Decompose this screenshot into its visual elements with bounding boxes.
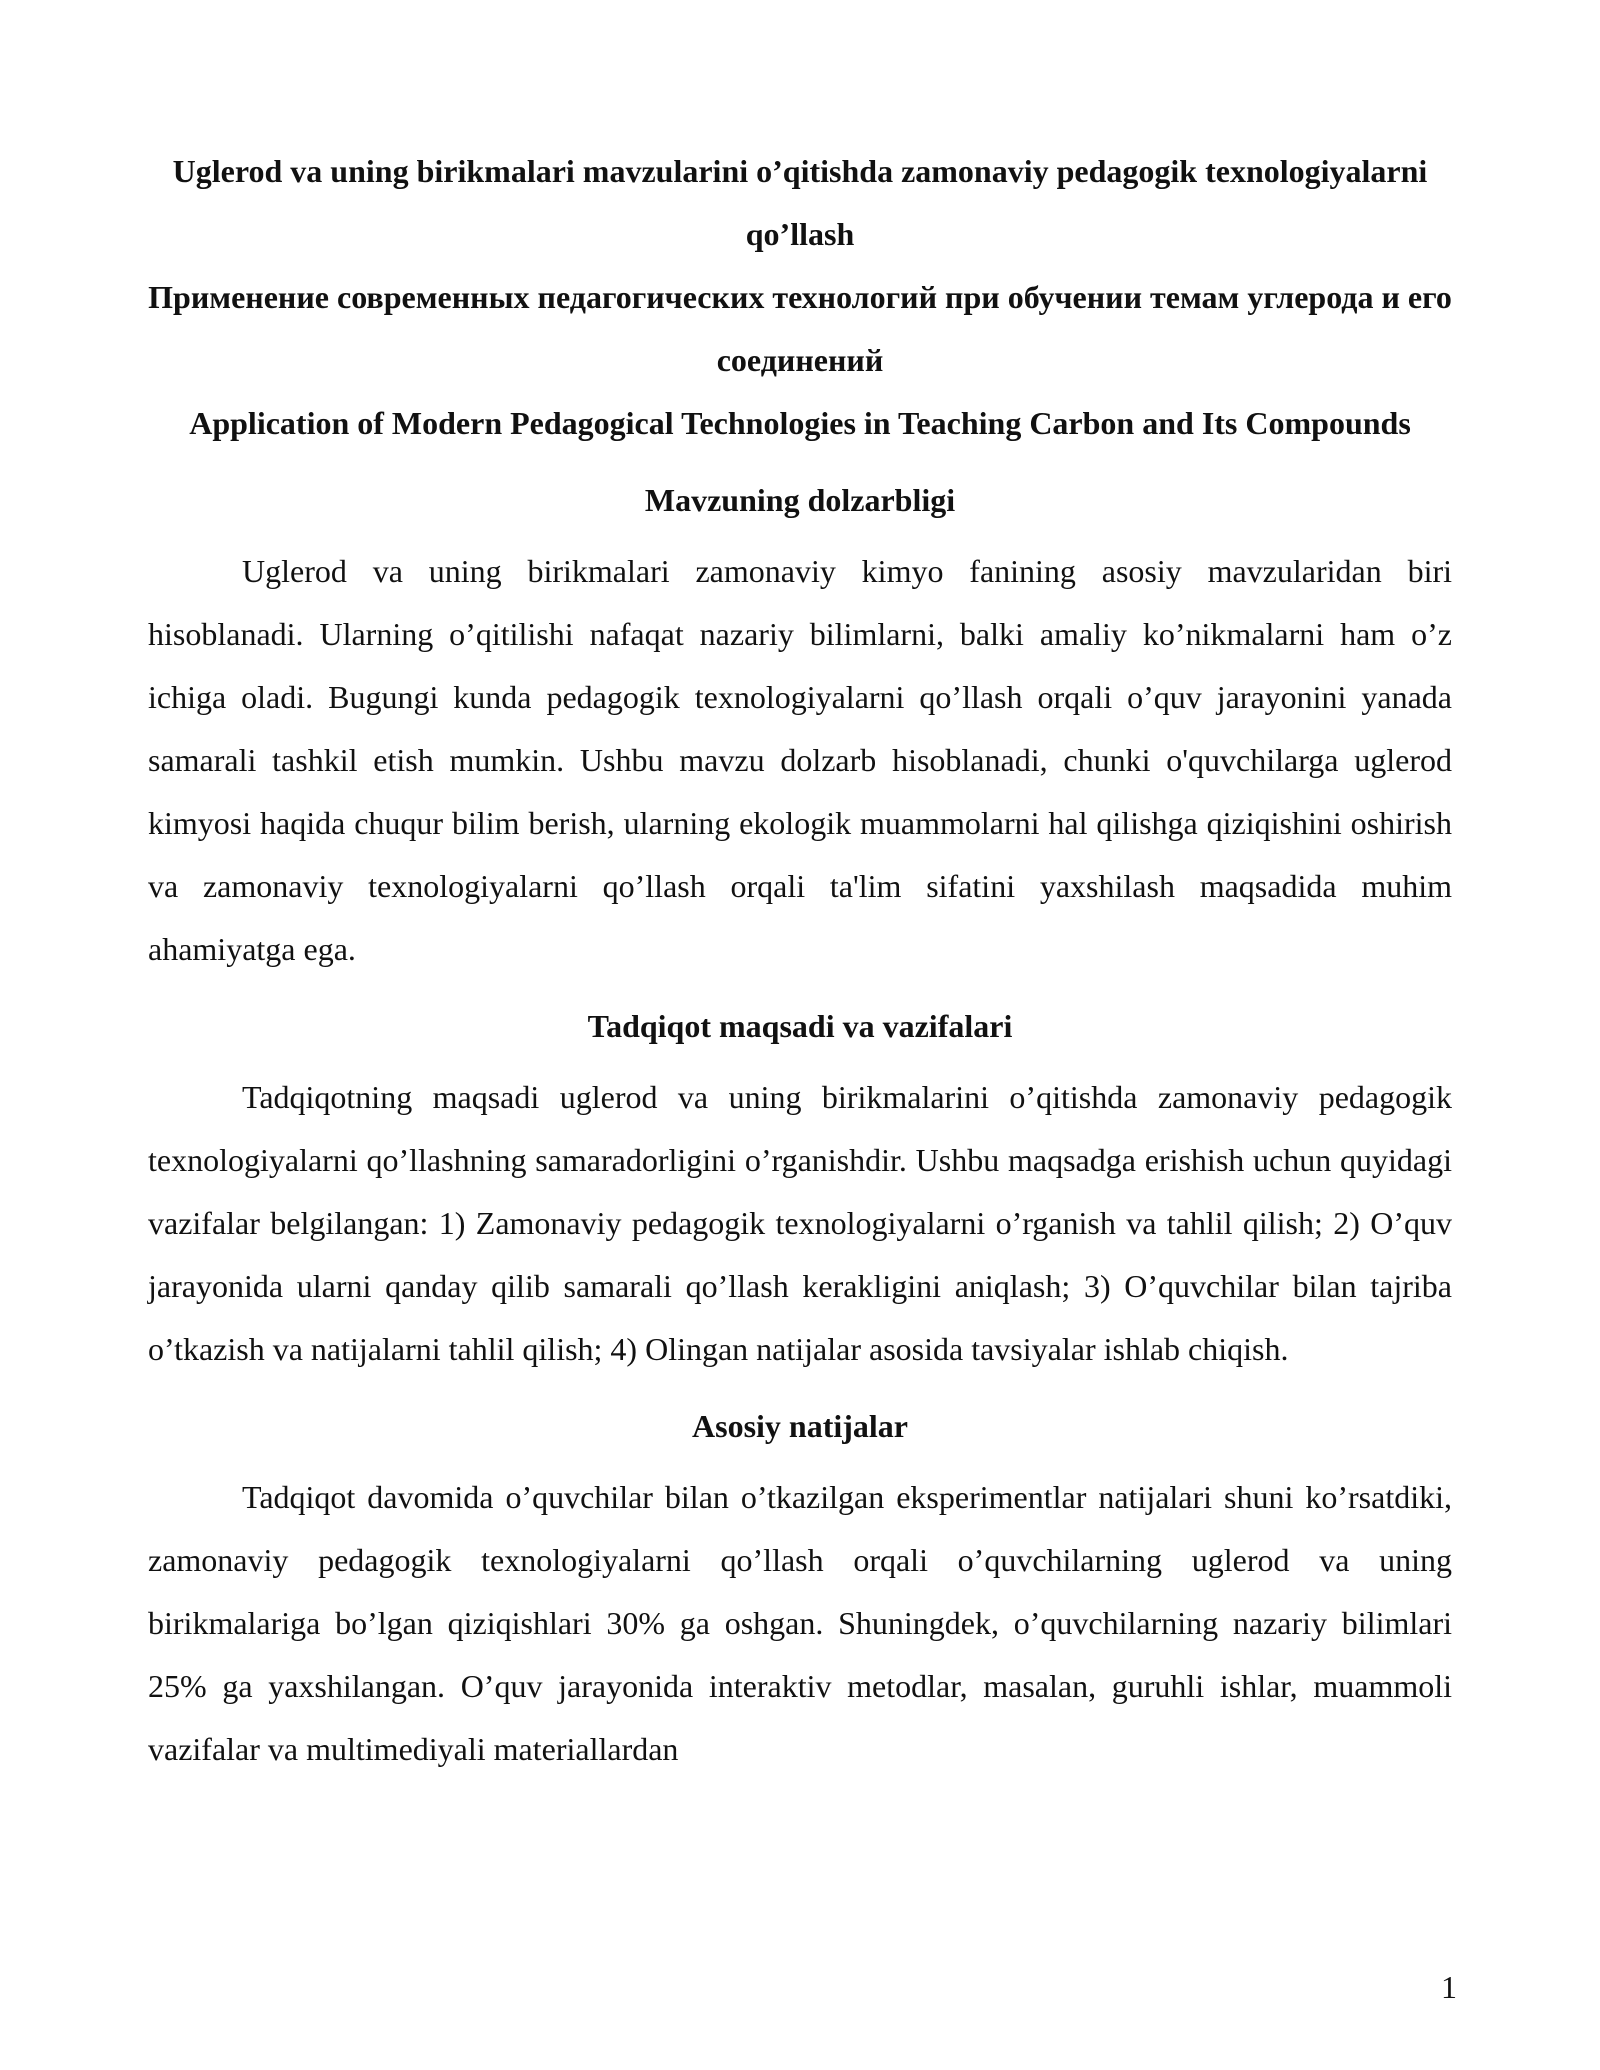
document-body bbox=[148, 140, 1452, 1781]
title-russian: Применение современных педагогических технологий при обучении темам углерода и его соединений bbox=[148, 279, 1452, 378]
title-uzbek: Uglerod va uning birikmalari mavzularini o’qitishda zamonaviy pedagogik texnologiyalarni qo’llash bbox=[172, 153, 1428, 252]
page-number: 1 bbox=[1441, 1969, 1457, 2005]
title-english: Application of Modern Pedagogical Technologies in Teaching Carbon and Its Compounds bbox=[189, 405, 1411, 441]
section-text-relevance: Uglerod va uning birikmalari zamonaviy kimyo fanining asosiy mavzularidan biri hisoblanadi. Ularning o’qitilishi nafaqat nazariy bilimlarni, balki amaliy ko’nikmalarni ham o’z ichiga oladi. Bugungi kunda pedagogik texnologiyalarni qo’llash orqali o’quv jarayonini yanada samarali tashkil etish mumkin. Ushbu mavzu dolzarb hisoblanadi, chunki o'quvchilarga uglerod kimyosi haqida chuqur bilim berish, ularning ekologik muammolarni hal qilishga qiziqishini oshirish va zamonaviy texnologiyalarni qo’llash orqali ta'lim sifatini yaxshilash maqsadida muhim ahamiyatga ega. bbox=[148, 553, 1452, 967]
section-text-results: Tadqiqot davomida o’quvchilar bilan o’tkazilgan eksperimentlar natijalari shuni ko’rsatdiki, zamonaviy pedagogik texnologiyalarni qo’llash orqali o’quvchilarning uglerod va uning birikmalariga bo’lgan qiziqishlari 30% ga oshgan. Shuningdek, o’quvchilarning nazariy bilimlari 25% ga yaxshilangan. O’quv jarayonida interaktiv metodlar, masalan, guruhli ishlar, muammoli vazifalar va multimediyali materiallardan bbox=[148, 1479, 1452, 1767]
section-text-goals: Tadqiqotning maqsadi uglerod va uning birikmalarini o’qitishda zamonaviy pedagogik texnologiyalarni qo’llashning samaradorligini o’rganishdir. Ushbu maqsadga erishish uchun quyidagi vazifalar belgilangan: 1) Zamonaviy pedagogik texnologiyalarni o’rganish va tahlil qilish; 2) O’quv jarayonida ularni qanday qilib samarali qo’llash kerakligini aniqlash; 3) O’quvchilar bilan tajriba o’tkazish va natijalarni tahlil qilish; 4) Olingan natijalar asosida tavsiyalar ishlab chiqish. bbox=[148, 1079, 1452, 1367]
section-heading-relevance: Mavzuning dolzarbligi bbox=[644, 482, 956, 518]
section-heading-goals: Tadqiqot maqsadi va vazifalari bbox=[587, 1008, 1013, 1044]
section-heading-results: Asosiy natijalar bbox=[692, 1408, 908, 1444]
